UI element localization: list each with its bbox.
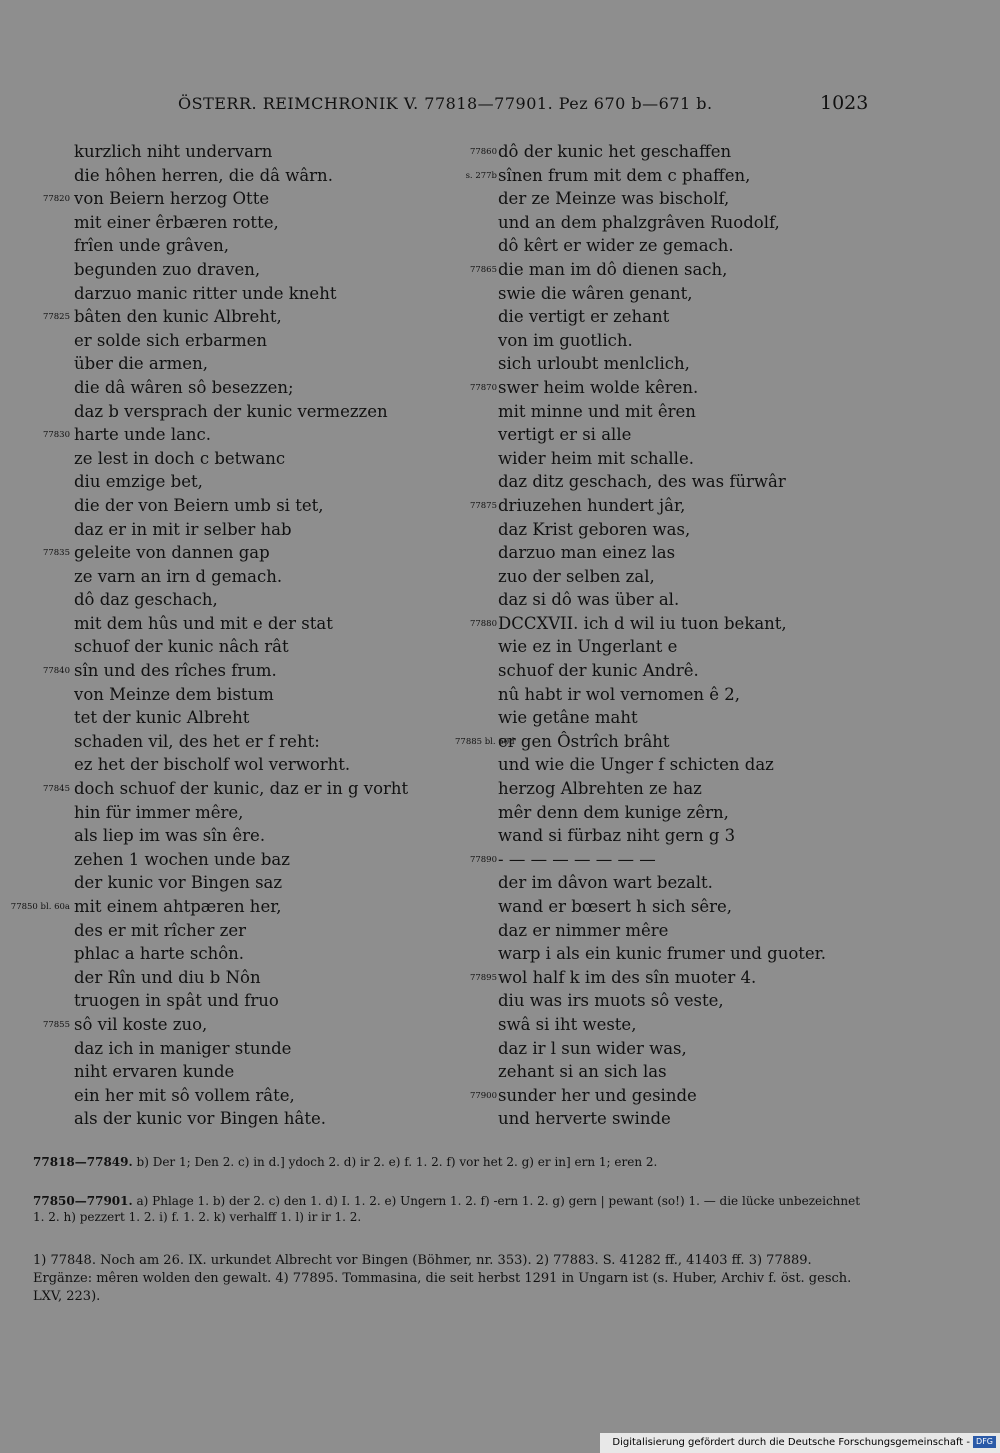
verse-text: die hôhen herren, die dâ wârn. xyxy=(74,165,333,185)
verse-text: mit dem hûs und mit e der stat xyxy=(74,613,333,633)
verse-number: 77820 xyxy=(42,194,70,205)
verse-text: schaden vil, des het er f reht: xyxy=(74,731,320,751)
verse-line xyxy=(455,683,855,707)
verse-text: wider heim mit schalle. xyxy=(498,448,694,468)
verse-text: der kunic vor Bingen saz xyxy=(74,873,283,893)
verse-line xyxy=(0,234,450,258)
verse-number: 77885 bl. 60d xyxy=(455,736,515,747)
verse-line xyxy=(455,258,855,282)
verse-text: frîen unde grâven, xyxy=(74,236,229,256)
verse-line xyxy=(455,588,855,612)
verse-text: diu emzige bet, xyxy=(74,472,203,492)
verse-line xyxy=(0,824,450,848)
verse-text: phlac a harte schôn. xyxy=(74,944,245,964)
verse-line xyxy=(0,494,450,518)
verse-text: dô der kunic het geschaffen xyxy=(498,142,732,161)
verse-text: als liep im was sîn êre. xyxy=(74,826,266,846)
verse-text: sich urloubt menlclich, xyxy=(498,354,690,374)
verse-text: er gen Ôstrîch brâht xyxy=(498,731,670,751)
verse-text: daz er nimmer mêre xyxy=(498,920,669,940)
critical-apparatus-2 xyxy=(33,1193,863,1225)
verse-text: ez het der bischolf wol verworht. xyxy=(74,755,351,775)
verse-text: niht ervaren kunde xyxy=(74,1062,235,1082)
verse-line xyxy=(0,282,450,306)
verse-line xyxy=(455,659,855,683)
apparatus-range-label: 77818—77849. xyxy=(33,1155,133,1169)
verse-line xyxy=(455,706,855,730)
verse-text: driuzehen hundert jâr, xyxy=(498,495,686,515)
funding-footer xyxy=(600,1433,1000,1453)
verse-text: bâten den kunic Albreht, xyxy=(74,307,282,327)
verse-number: 77835 xyxy=(42,548,70,559)
verse-text: kurzlich niht undervarn xyxy=(74,142,273,161)
verse-text: sînen frum mit dem c phaffen, xyxy=(498,165,751,185)
verse-line xyxy=(0,187,450,211)
apparatus-text: b) Der 1; Den 2. c) in d.] ydoch 2. d) ir 2. e) f. 1. 2. f) vor het 2. g) er in] ern 1; eren 2. xyxy=(136,1155,658,1169)
verse-number: 77900 xyxy=(469,1090,497,1101)
verse-text: die vertigt er zehant xyxy=(498,307,670,327)
verse-line xyxy=(455,1037,855,1061)
verse-line xyxy=(455,824,855,848)
verse-number: 77875 xyxy=(469,500,497,511)
verse-line xyxy=(0,376,450,400)
verse-text: als der kunic vor Bingen hâte. xyxy=(74,1109,327,1129)
verse-line xyxy=(0,683,450,707)
verse-text: truogen in spât und fruo xyxy=(74,991,279,1011)
verse-line xyxy=(455,352,855,376)
verse-line xyxy=(0,258,450,282)
verse-text: daz b versprach der kunic vermezzen xyxy=(74,401,388,421)
verse-text: und wie die Unger f schicten daz xyxy=(498,755,774,775)
verse-line xyxy=(0,140,450,164)
verse-line xyxy=(0,400,450,424)
left-verse-column xyxy=(0,140,450,1131)
verse-line xyxy=(0,518,450,542)
verse-text: harte unde lanc. xyxy=(74,425,212,445)
verse-line xyxy=(455,565,855,589)
verse-text: swâ si iht weste, xyxy=(498,1014,637,1034)
verse-text: dô daz geschach, xyxy=(74,590,218,610)
verse-number: 77850 bl. 60a xyxy=(10,902,70,912)
verse-line xyxy=(0,352,450,376)
verse-line xyxy=(0,1084,450,1108)
verse-text: über die armen, xyxy=(74,354,208,374)
verse-line xyxy=(0,565,450,589)
verse-line xyxy=(455,848,855,872)
verse-number: 77890 xyxy=(469,854,497,865)
verse-text: die der von Beiern umb si tet, xyxy=(74,495,324,515)
verse-number: 77840 xyxy=(42,666,70,677)
verse-text: von Beiern herzog Otte xyxy=(74,189,270,209)
verse-line xyxy=(455,282,855,306)
verse-number: 77880 xyxy=(469,618,497,629)
verse-line xyxy=(455,730,855,754)
verse-line xyxy=(455,1084,855,1108)
page-number: 1023 xyxy=(820,92,869,114)
footnotes: 1) 77848. Noch am 26. IX. urkundet Albrecht vor Bingen (Böhmer, nr. 353). 2) 77883. S. 41282 ff., 41403 ff. 3) 77889. Ergänze: mêren wolden den gewalt. 4) 77895. Tommasina, die seit herbst 1291 in Ungarn ist (s. Huber, Archiv f. öst. gesch. LXV, 223). xyxy=(33,1253,852,1304)
verse-line xyxy=(0,966,450,990)
verse-text: geleite von dannen gap xyxy=(74,543,270,563)
verse-line xyxy=(0,612,450,636)
verse-text: mit einer êrbæren rotte, xyxy=(74,212,279,232)
verse-line xyxy=(0,1037,450,1061)
running-title: ÖSTERR. REIMCHRONIK V. 77818—77901. Pez 670 b—671 b. xyxy=(178,94,713,113)
critical-apparatus-1 xyxy=(33,1154,863,1170)
verse-text: daz ir l sun wider was, xyxy=(498,1038,687,1058)
verse-line xyxy=(455,966,855,990)
verse-text: sunder her und gesinde xyxy=(498,1085,697,1105)
verse-line xyxy=(455,518,855,542)
verse-number: 77855 xyxy=(42,1019,70,1030)
verse-line xyxy=(0,541,450,565)
verse-line xyxy=(455,329,855,353)
verse-line xyxy=(0,942,450,966)
verse-text: von Meinze dem bistum xyxy=(74,684,274,704)
verse-line xyxy=(455,777,855,801)
verse-text: nû habt ir wol vernomen ê 2, xyxy=(498,684,740,704)
verse-text: des er mit rîcher zer xyxy=(74,920,247,940)
verse-text: er solde sich erbarmen xyxy=(74,330,267,350)
verse-line xyxy=(0,447,450,471)
verse-line xyxy=(0,1013,450,1037)
verse-text: vertigt er si alle xyxy=(498,425,632,445)
verse-line xyxy=(0,305,450,329)
verse-text: wol half k im des sîn muoter 4. xyxy=(498,967,757,987)
verse-line xyxy=(455,1060,855,1084)
verse-text: zehen 1 wochen unde baz xyxy=(74,849,290,869)
verse-line xyxy=(455,942,855,966)
verse-text: sîn und des rîches frum. xyxy=(74,661,277,681)
verse-text: ein her mit sô vollem râte, xyxy=(74,1085,295,1105)
verse-text: die man im dô dienen sach, xyxy=(498,259,728,279)
verse-line xyxy=(455,211,855,235)
apparatus-range-label: 77850—77901. xyxy=(33,1194,133,1208)
verse-text: und herverte swinde xyxy=(498,1109,671,1129)
verse-text: daz Krist geboren was, xyxy=(498,519,691,539)
verse-line xyxy=(455,801,855,825)
verse-line xyxy=(455,919,855,943)
verse-text: DCCXVII. ich d wil iu tuon bekant, xyxy=(498,613,787,633)
verse-text: der ze Meinze was bischolf, xyxy=(498,189,730,209)
verse-text: tet der kunic Albreht xyxy=(74,708,250,728)
verse-line xyxy=(455,400,855,424)
verse-text: von im guotlich. xyxy=(498,330,633,350)
verse-line xyxy=(0,329,450,353)
verse-line xyxy=(455,895,855,919)
verse-line xyxy=(0,895,450,919)
verse-line xyxy=(0,753,450,777)
page-header xyxy=(0,94,1000,118)
verse-line xyxy=(455,376,855,400)
footer-text: Digitalisierung gefördert durch die Deutsche Forschungsgemeinschaft - xyxy=(612,1437,971,1448)
dfg-logo: DFG xyxy=(973,1436,996,1448)
verse-line xyxy=(455,635,855,659)
verse-line xyxy=(455,753,855,777)
verse-text: swie die wâren genant, xyxy=(498,283,693,303)
verse-line xyxy=(455,447,855,471)
verse-line xyxy=(0,871,450,895)
verse-line xyxy=(455,989,855,1013)
verse-line xyxy=(455,423,855,447)
verse-text: wand si fürbaz niht gern g 3 xyxy=(498,826,736,846)
verse-line xyxy=(455,1107,855,1131)
verse-line xyxy=(0,919,450,943)
verse-text: wand er bœsert h sich sêre, xyxy=(498,897,733,916)
verse-line xyxy=(0,730,450,754)
verse-number: 77845 xyxy=(42,784,70,795)
verse-text: ze lest in doch c betwanc xyxy=(74,448,286,468)
verse-text: darzuo man einez las xyxy=(498,543,676,563)
verse-text: darzuo manic ritter unde kneht xyxy=(74,283,337,303)
verse-text: mêr denn dem kunige zêrn, xyxy=(498,802,729,822)
apparatus-text: a) Phlage 1. b) der 2. c) den 1. d) I. 1. 2. e) Ungern 1. 2. f) -ern 1. 2. g) gern | pewant (so!) 1. — die lücke unbezeichnet 1. 2. h) pezzert 1. 2. i) f. 1. 2. k) verhalff 1. l) ir ir 1. 2. xyxy=(33,1194,861,1224)
verse-number: s. 277b xyxy=(465,170,497,181)
verse-text: daz si dô was über al. xyxy=(498,590,680,610)
verse-text: zuo der selben zal, xyxy=(498,566,655,586)
verse-line xyxy=(455,612,855,636)
verse-line xyxy=(455,541,855,565)
verse-text: ze varn an irn d gemach. xyxy=(74,566,283,586)
verse-line xyxy=(0,588,450,612)
right-verse-column xyxy=(455,140,855,1131)
verse-line xyxy=(455,187,855,211)
verse-line xyxy=(0,801,450,825)
verse-line xyxy=(0,659,450,683)
verse-text: die dâ wâren sô besezzen; xyxy=(74,377,294,397)
verse-text: und an dem phalzgrâven Ruodolf, xyxy=(498,212,780,232)
verse-line xyxy=(455,140,855,164)
verse-text: mit einem ahtpæren her, xyxy=(74,897,282,916)
verse-line xyxy=(0,470,450,494)
verse-text: swer heim wolde kêren. xyxy=(498,377,699,397)
verse-text: daz ditz geschach, des was fürwâr xyxy=(498,472,786,492)
verse-text: zehant si an sich las xyxy=(498,1062,667,1082)
verse-line xyxy=(455,871,855,895)
verse-number: 77860 xyxy=(469,147,497,157)
verse-number: 77870 xyxy=(469,382,497,393)
verse-line xyxy=(0,777,450,801)
verse-line xyxy=(0,423,450,447)
verse-text: sô vil koste zuo, xyxy=(74,1014,208,1034)
verse-line xyxy=(455,305,855,329)
verse-number: 77830 xyxy=(42,430,70,441)
verse-text: schuof der kunic Andrê. xyxy=(498,661,699,681)
verse-text: dô kêrt er wider ze gemach. xyxy=(498,236,734,256)
verse-text: der Rîn und diu b Nôn xyxy=(74,967,261,987)
verse-text: hin für immer mêre, xyxy=(74,802,244,822)
verse-line xyxy=(0,848,450,872)
verse-text: begunden zuo draven, xyxy=(74,259,261,279)
verse-text: herzog Albrehten ze haz xyxy=(498,779,702,799)
verse-text: mit minne und mit êren xyxy=(498,401,696,421)
verse-line xyxy=(455,494,855,518)
verse-text: der im dâvon wart bezalt. xyxy=(498,873,713,893)
verse-line xyxy=(0,164,450,188)
verse-text: schuof der kunic nâch rât xyxy=(74,637,289,657)
verse-line xyxy=(455,1013,855,1037)
verse-line xyxy=(0,706,450,730)
verse-line xyxy=(0,211,450,235)
verse-text: daz er in mit ir selber hab xyxy=(74,519,292,539)
verse-number: 77825 xyxy=(42,312,70,323)
verse-line xyxy=(455,234,855,258)
verse-number: 77865 xyxy=(469,264,497,275)
verse-line xyxy=(455,470,855,494)
verse-line xyxy=(455,164,855,188)
verse-line xyxy=(0,1107,450,1131)
verse-line xyxy=(0,635,450,659)
verse-text: - — — — — — — — xyxy=(498,849,656,869)
verse-text: doch schuof der kunic, daz er in g vorht xyxy=(74,779,409,799)
verse-text: wie ez in Ungerlant e xyxy=(498,637,678,657)
verse-line xyxy=(0,1060,450,1084)
verse-text: daz ich in maniger stunde xyxy=(74,1038,292,1058)
verse-text: warp i als ein kunic frumer und guoter. xyxy=(498,944,826,964)
verse-number: 77895 xyxy=(469,972,497,983)
verse-text: wie getâne maht xyxy=(498,708,638,728)
verse-text: diu was irs muots sô veste, xyxy=(498,991,724,1011)
verse-line xyxy=(0,989,450,1013)
